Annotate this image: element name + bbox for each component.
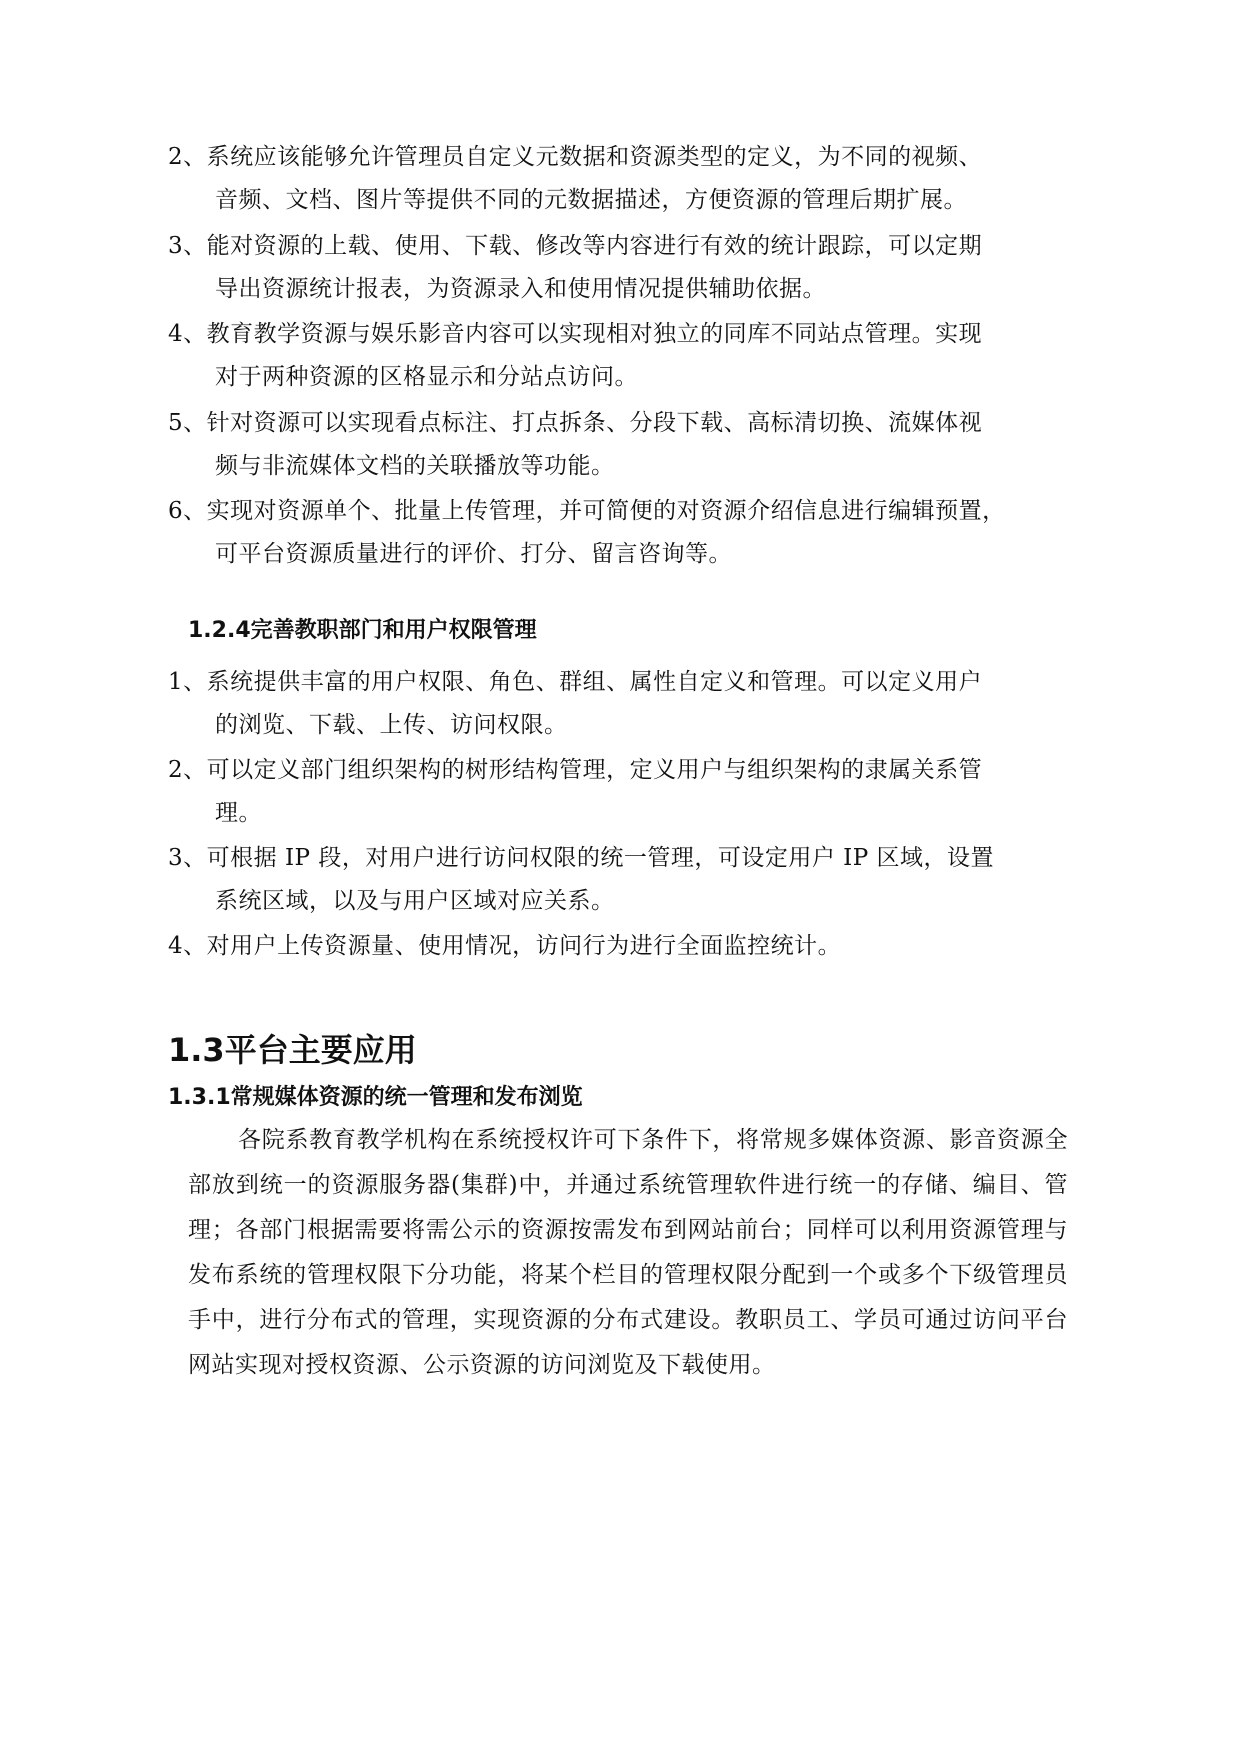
- list-item-4-line1: 4、教育教学资源与娱乐影音内容可以实现相对独立的同库不同站点管理。实现: [168, 321, 983, 347]
- list-item-5-line1: 5、针对资源可以实现看点标注、打点拆条、分段下载、高标清切换、流媒体视: [168, 410, 983, 436]
- section-heading-1-3-1: 1.3.1常规媒体资源的统一管理和发布浏览: [168, 1085, 583, 1110]
- list-item-6-line1: 6、实现对资源单个、批量上传管理，并可简便的对资源介绍信息进行编辑预置，: [168, 498, 1006, 524]
- section-heading-1-3: 1.3平台主要应用: [168, 1031, 417, 1069]
- list-item-2-line1: 2、系统应该能够允许管理员自定义元数据和资源类型的定义，为不同的视频、: [168, 144, 983, 170]
- permission-item-2-line2: 理。: [215, 800, 262, 826]
- permission-item-1-line1: 1、系统提供丰富的用户权限、角色、群组、属性自定义和管理。可以定义用户: [168, 669, 983, 695]
- body-paragraph: 各院系教育教学机构在系统授权许可下条件下，将常规多媒体资源、影音资源全部放到统一的资源服务器(集群)中，并通过系统管理软件进行统一的存储、编目、管理；各部门根据需要将需公示的资源按需发布到网站前台；同样可以利用资源管理与发布系统的管理权限下分功能，将某个栏目的管理权限分配到一个或多个下级管理员手中，进行分布式的管理，实现资源的分布式建设。教职员工、学员可通过访问平台网站实现对授权资源、公示资源的访问浏览及下载使用。: [188, 1127, 1068, 1378]
- section-heading-1-2-4: 1.2.4完善教职部门和用户权限管理: [188, 618, 537, 643]
- list-item-3-line1: 3、能对资源的上载、使用、下载、修改等内容进行有效的统计跟踪，可以定期: [168, 233, 983, 259]
- list-item-5-line2: 频与非流媒体文档的关联播放等功能。: [215, 453, 615, 479]
- list-item-4-line2: 对于两种资源的区格显示和分站点访问。: [215, 364, 638, 390]
- permission-item-2-line1: 2、可以定义部门组织架构的树形结构管理，定义用户与组织架构的隶属关系管: [168, 757, 983, 783]
- permission-item-3-line1: 3、可根据 IP 段，对用户进行访问权限的统一管理，可设定用户 IP 区域，设置: [168, 845, 994, 871]
- permission-item-1-line2: 的浏览、下载、上传、访问权限。: [215, 712, 568, 738]
- list-item-3-line2: 导出资源统计报表，为资源录入和使用情况提供辅助依据。: [215, 276, 826, 302]
- permission-item-4-line1: 4、对用户上传资源量、使用情况，访问行为进行全面监控统计。: [168, 933, 842, 959]
- list-item-6-line2: 可平台资源质量进行的评价、打分、留言咨询等。: [215, 541, 732, 567]
- list-item-2-line2: 音频、文档、图片等提供不同的元数据描述，方便资源的管理后期扩展。: [215, 187, 967, 213]
- permission-item-3-line2: 系统区域，以及与用户区域对应关系。: [215, 888, 615, 914]
